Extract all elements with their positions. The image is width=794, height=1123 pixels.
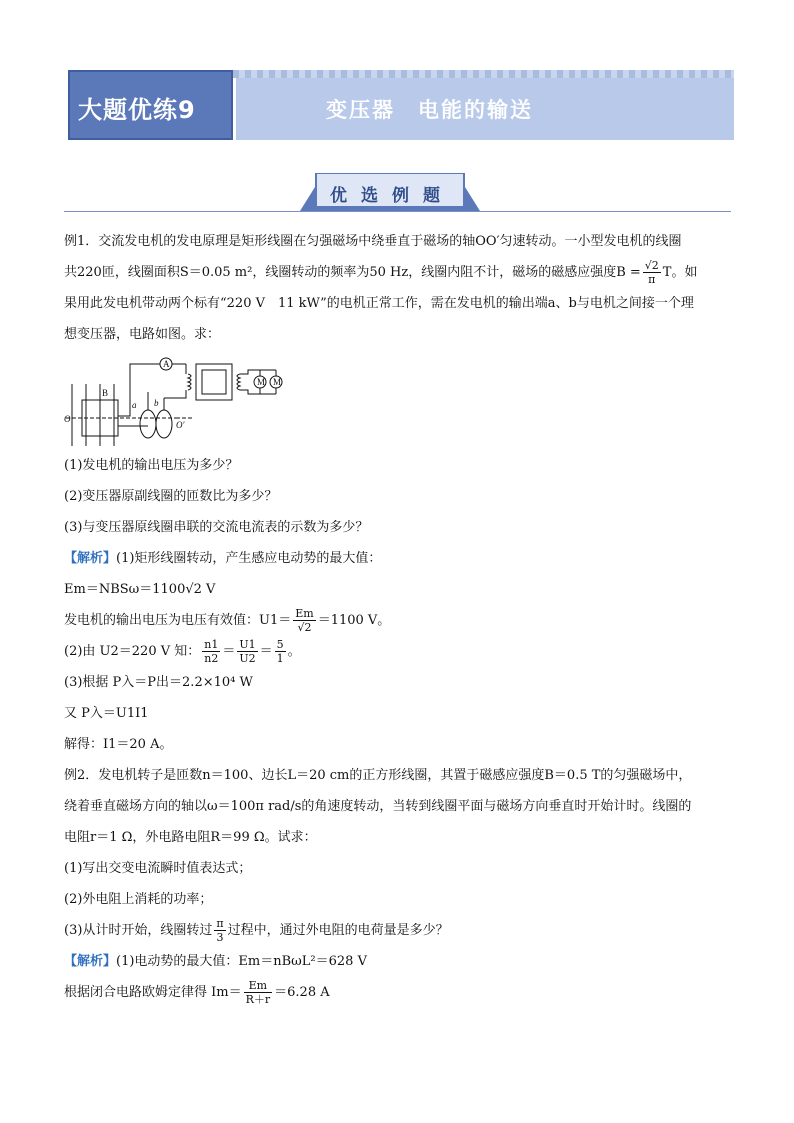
ex1-answer-label: 【解析】 xyxy=(64,551,117,566)
ex2-question-3: (3)从计时开始，线圈转过 $\frac{\pi}{3}$ 过程中，通过外电阻的电荷量是多少？ xyxy=(64,917,449,944)
ex1-line3: 果用此发电机带动两个标有“220 V 11 kW”的电机正常工作，需在发电机的输出端a、b与电机之间接一个理 xyxy=(64,296,694,311)
terminal-b-label: b xyxy=(154,398,159,408)
ex2-line3: 电阻r＝1 Ω，外电路电阻R＝99 Ω。试求： xyxy=(64,830,317,845)
circuit-diagram-svg xyxy=(64,356,284,450)
ex1-line2: 共220匝，线圈面积S＝0.05 m²，线圈转动的频率为50 Hz，线圈内阻不计，磁场的磁感应强度B = $\frac{√2}{\pi}$ T。如 xyxy=(64,259,698,286)
ex1-answer-1: 【解析】(1)矩形线圈转动，产生感应电动势的最大值： xyxy=(64,551,382,566)
ex1-fraction-ratio: $\frac{5}{1}$ xyxy=(276,638,284,665)
ex1-answer-6: 又 P入＝U1I1 xyxy=(64,706,149,721)
chapter-title: 变压器 电能的输送 xyxy=(326,98,533,122)
ammeter-label: A xyxy=(163,359,170,369)
ex1-answer-2: Em＝NBSω＝1100√2 V xyxy=(64,582,216,597)
ex2-answer-2: 根据闭合电路欧姆定律得 Im＝ $\frac{Em}{R+r}$ ＝6.28 A xyxy=(64,979,330,1006)
ex1-answer-5: (3)根据 P入＝P出＝2.2×10⁴ W xyxy=(64,675,253,690)
axis-o-prime-label: O′ xyxy=(176,420,185,430)
ex1-line1: 例1．交流发电机的发电原理是矩形线圈在匀强磁场中绕垂直于磁场的轴OO′匀速转动。一小型发电机的线圈 xyxy=(64,234,682,249)
ex2-line2: 绕着垂直磁场方向的轴以ω＝100π rad/s的角速度转动，当转到线圈平面与磁场方向垂直时开始计时。线圈的 xyxy=(64,799,692,814)
ex1-answer-4: (2)由 U2＝220 V 知： $\frac{n1}{n2}$ ＝ $\frac{U1}{U2}$ ＝ $\frac{5}{1}$ 。 xyxy=(64,638,301,665)
ex1-question-1: (1)发电机的输出电压为多少？ xyxy=(64,458,239,473)
ex2-answer-1: 【解析】(1)电动势的最大值：Em＝nBωL²＝628 V xyxy=(64,954,367,969)
ex1-question-2: (2)变压器原副线圈的匝数比为多少？ xyxy=(64,489,278,504)
terminal-a-label: a xyxy=(132,400,137,410)
chapter-title-box xyxy=(236,74,734,140)
document-body xyxy=(64,226,736,1008)
ex2-fraction-im: $\frac{Em}{R+r}$ xyxy=(245,979,271,1006)
ex2-answer-label: 【解析】 xyxy=(64,954,117,969)
section-tag xyxy=(300,173,480,211)
ex1-answer-7: 解得：I1＝20 A。 xyxy=(64,737,173,752)
section-divider xyxy=(64,211,731,212)
motor-1-label: M xyxy=(257,377,266,387)
ex2-question-1: (1)写出交变电流瞬时值表达式； xyxy=(64,861,252,876)
ex1-question-3: (3)与变压器原线圈串联的交流电流表的示数为多少？ xyxy=(64,520,369,535)
ex2-fraction-angle: $\frac{\pi}{3}$ xyxy=(216,917,224,944)
ex2-line1: 例2．发电机转子是匝数n＝100、边长L＝20 cm的正方形线圈，其置于磁感应强度B＝0.5 T的匀强磁场中， xyxy=(64,768,692,783)
ex1-answer-3: 发电机的输出电压为电压有效值：U1＝ $\frac{Em}{√2}$ ＝1100 V。 xyxy=(64,607,391,634)
ex1-fraction-n: $\frac{n1}{n2}$ xyxy=(204,638,219,665)
field-b-label: B xyxy=(102,388,109,398)
chapter-banner xyxy=(68,70,734,140)
circuit-diagram xyxy=(64,356,284,450)
ex1-fraction-b: $\frac{√2}{\pi}$ xyxy=(644,259,659,286)
axis-o-label: O xyxy=(64,414,71,424)
ex2-question-2: (2)外电阻上消耗的功率； xyxy=(64,892,213,907)
ex1-line4: 想变压器，电路如图。求： xyxy=(64,327,221,342)
chapter-number-box xyxy=(68,70,233,140)
ex1-fraction-u1: $\frac{Em}{√2}$ xyxy=(295,607,314,634)
chapter-number-label: 大题优练9 xyxy=(78,96,196,124)
section-tag-label: 优选例题 xyxy=(330,186,454,206)
ex1-fraction-u: $\frac{U1}{U2}$ xyxy=(239,638,256,665)
motor-2-label: M xyxy=(273,377,282,387)
